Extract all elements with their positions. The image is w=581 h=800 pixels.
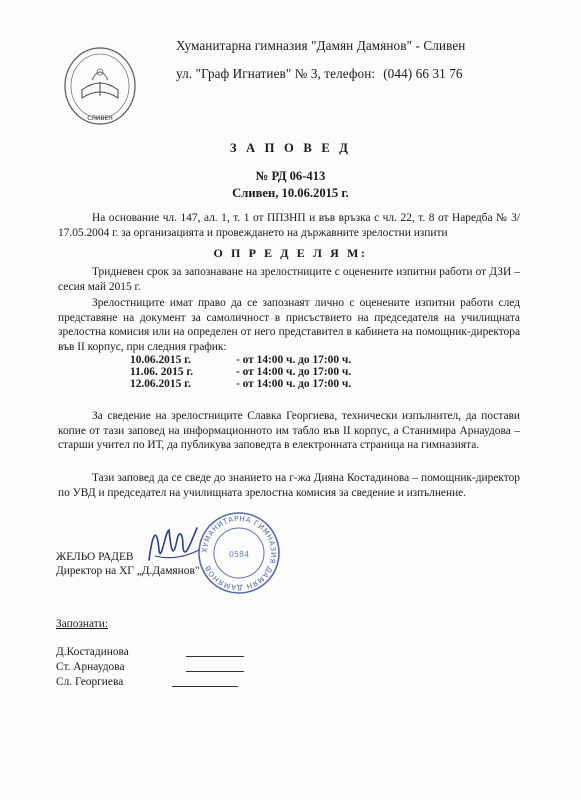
letterhead-address: ул. "Граф Игнатиев" № 3, телефон: [176,66,376,81]
schedule-date: 10.06.2015 г. [130,354,191,366]
schedule-date: 12.06.2015 г. [130,378,191,390]
stamp-text: ХУМАНИТАРНА ГИМНАЗИЯ ДАМЯН ДАМЯНОВ [199,513,279,593]
schedule-date: 11.06. 2015 г. [130,366,194,378]
schedule [130,354,351,390]
document-title: З А П О В Е Д [229,141,352,155]
letterhead-line1: Хуманитарна гимназия "Дамян Дамянов" - Сливен [176,38,466,53]
school-stamp [196,510,282,596]
schedule-time: - от 14:00 ч. до 17:00 ч. [236,354,352,366]
signature-line [186,671,244,672]
logo-text: СЛИВЕН [87,115,113,122]
acknowledged-name: Д.Костадинова [56,646,129,658]
paragraph-rights: Зрелостниците имат право да се запознаят лично с оценените изпитни работи след представяне на документ за самоличност в присъствието на председателя на училищната зрелостна комисия или на определен от него представител в кабинета на помощник-директора във II корпус, при следния график: [58,297,520,353]
paragraph-term: Тридневен срок за запознаване на зрелостниците с оценените изпитни работи от ДЗИ – сесия май 2015 г. [58,266,520,293]
legal-basis: На основание чл. 147, ал. 1, т. 1 от ППЗНП и във връзка с чл. 22, т. 8 от Наредба № 3/ 17.05.2004 г. за организацията и провеждането на държавните зрелостни изпити [58,212,520,239]
handwritten-signature [143,520,203,568]
place-date: Сливен, 10.06.2015 г. [232,186,349,200]
paragraph-notify: Тази заповед да се сведе до знанието на г-жа Дияна Костадинова – помощник-директор по УВД и председател на училищната зрелостна комисия за сведение и изпълнение. [58,472,520,499]
schedule-row [130,378,351,390]
letterhead-line2 [176,66,463,82]
schedule-time: - от 14:00 ч. до 17:00 ч. [236,366,352,378]
acknowledged-name: Ст. Арнаудова [56,661,125,673]
schedule-row [130,366,351,378]
signatory-name: ЖЕЛЬО РАДЕВ [56,551,134,563]
paragraph-info: За сведение на зрелостниците Славка Георгиева, технически изпълнител, да постави копие от тази заповед на информационното им табло във II корпус, а Станимира Арнаудова – старши учител по ИТ, да публикува заповедта в електронната страница на гимназията. [58,410,520,451]
schedule-time: - от 14:00 ч. до 17:00 ч. [236,378,352,390]
stamp-code: 0584 [228,550,250,559]
school-logo [62,46,138,132]
signature-line [186,656,244,657]
decision-heading: О П Р Е Д Е Л Я М: [213,246,368,260]
signature-line [172,686,238,687]
signatory-role: Директор на ХГ „Д.Дамянов" [56,565,200,577]
letterhead-phone: (044) 66 31 76 [383,66,463,81]
order-number: № РД 06-413 [255,169,326,183]
acknowledged-name: Сл. Георгиева [56,676,124,688]
schedule-row [130,354,351,366]
acknowledged-heading: Запознати: [56,618,108,630]
